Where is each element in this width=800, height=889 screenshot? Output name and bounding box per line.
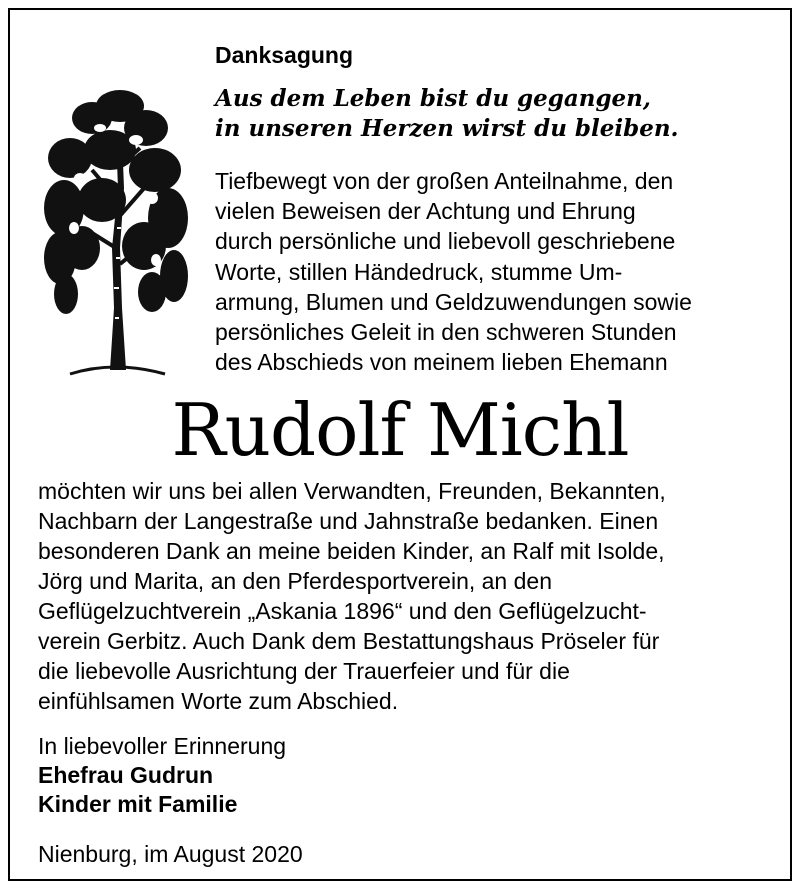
body-line: besonderen Dank an meine beiden Kinder, an Ralf mit Isolde, [38,538,665,564]
intro-line: durch persönliche und liebevoll geschriebene [215,228,676,255]
intro-line: Worte, stillen Händedruck, stumme Um- [215,258,623,285]
signer-spouse: Ehefrau Gudrun [38,762,214,788]
body-line: Nachbarn der Langestraße und Jahnstraße bedanken. Einen [38,508,659,534]
intro-line: des Abschieds von meinem lieben Ehemann [215,349,668,376]
intro-line: Tiefbewegt von der großen Anteilnahme, den [215,168,674,194]
signer-children: Kinder mit Familie [38,791,238,817]
intro-line: persönliches Geleit in den schweren Stunden [215,319,677,346]
place-and-date: Nienburg, im August 2020 [38,841,303,867]
heading: Danksagung [215,42,354,68]
intro-line: vielen Beweisen der Achtung und Ehrung [215,198,636,225]
birch-tree-icon [40,78,190,378]
obituary-notice [8,8,792,881]
body-line: Jörg und Marita, an den Pferdesportverein, an den [38,568,552,594]
body-line: die liebevolle Ausrichtung der Trauerfeier und für die [38,658,570,684]
quote-line: Aus dem Leben bist du gegangen, [215,85,651,112]
body-line: Geflügelzuchtverein „Askania 1896“ und den Geflügelzucht- [38,598,647,624]
memorial-quote [215,84,775,144]
closing-line: In liebevoller Erinnerung [38,733,287,759]
intro-text [215,166,785,377]
intro-line: armung, Blumen und Geldzuwendungen sowie [215,288,692,315]
closing-signature [38,732,286,819]
body-line: möchten wir uns bei allen Verwandten, Freunden, Bekannten, [38,478,666,504]
body-line: verein Gerbitz. Auch Dank dem Bestattungshaus Pröseler für [38,628,660,654]
deceased-name: Rudolf Michl [171,388,629,472]
body-line: einfühlsamen Worte zum Abschied. [38,688,399,714]
quote-line: in unseren Herzen wirst du bleiben. [215,115,679,142]
body-text [38,476,778,716]
